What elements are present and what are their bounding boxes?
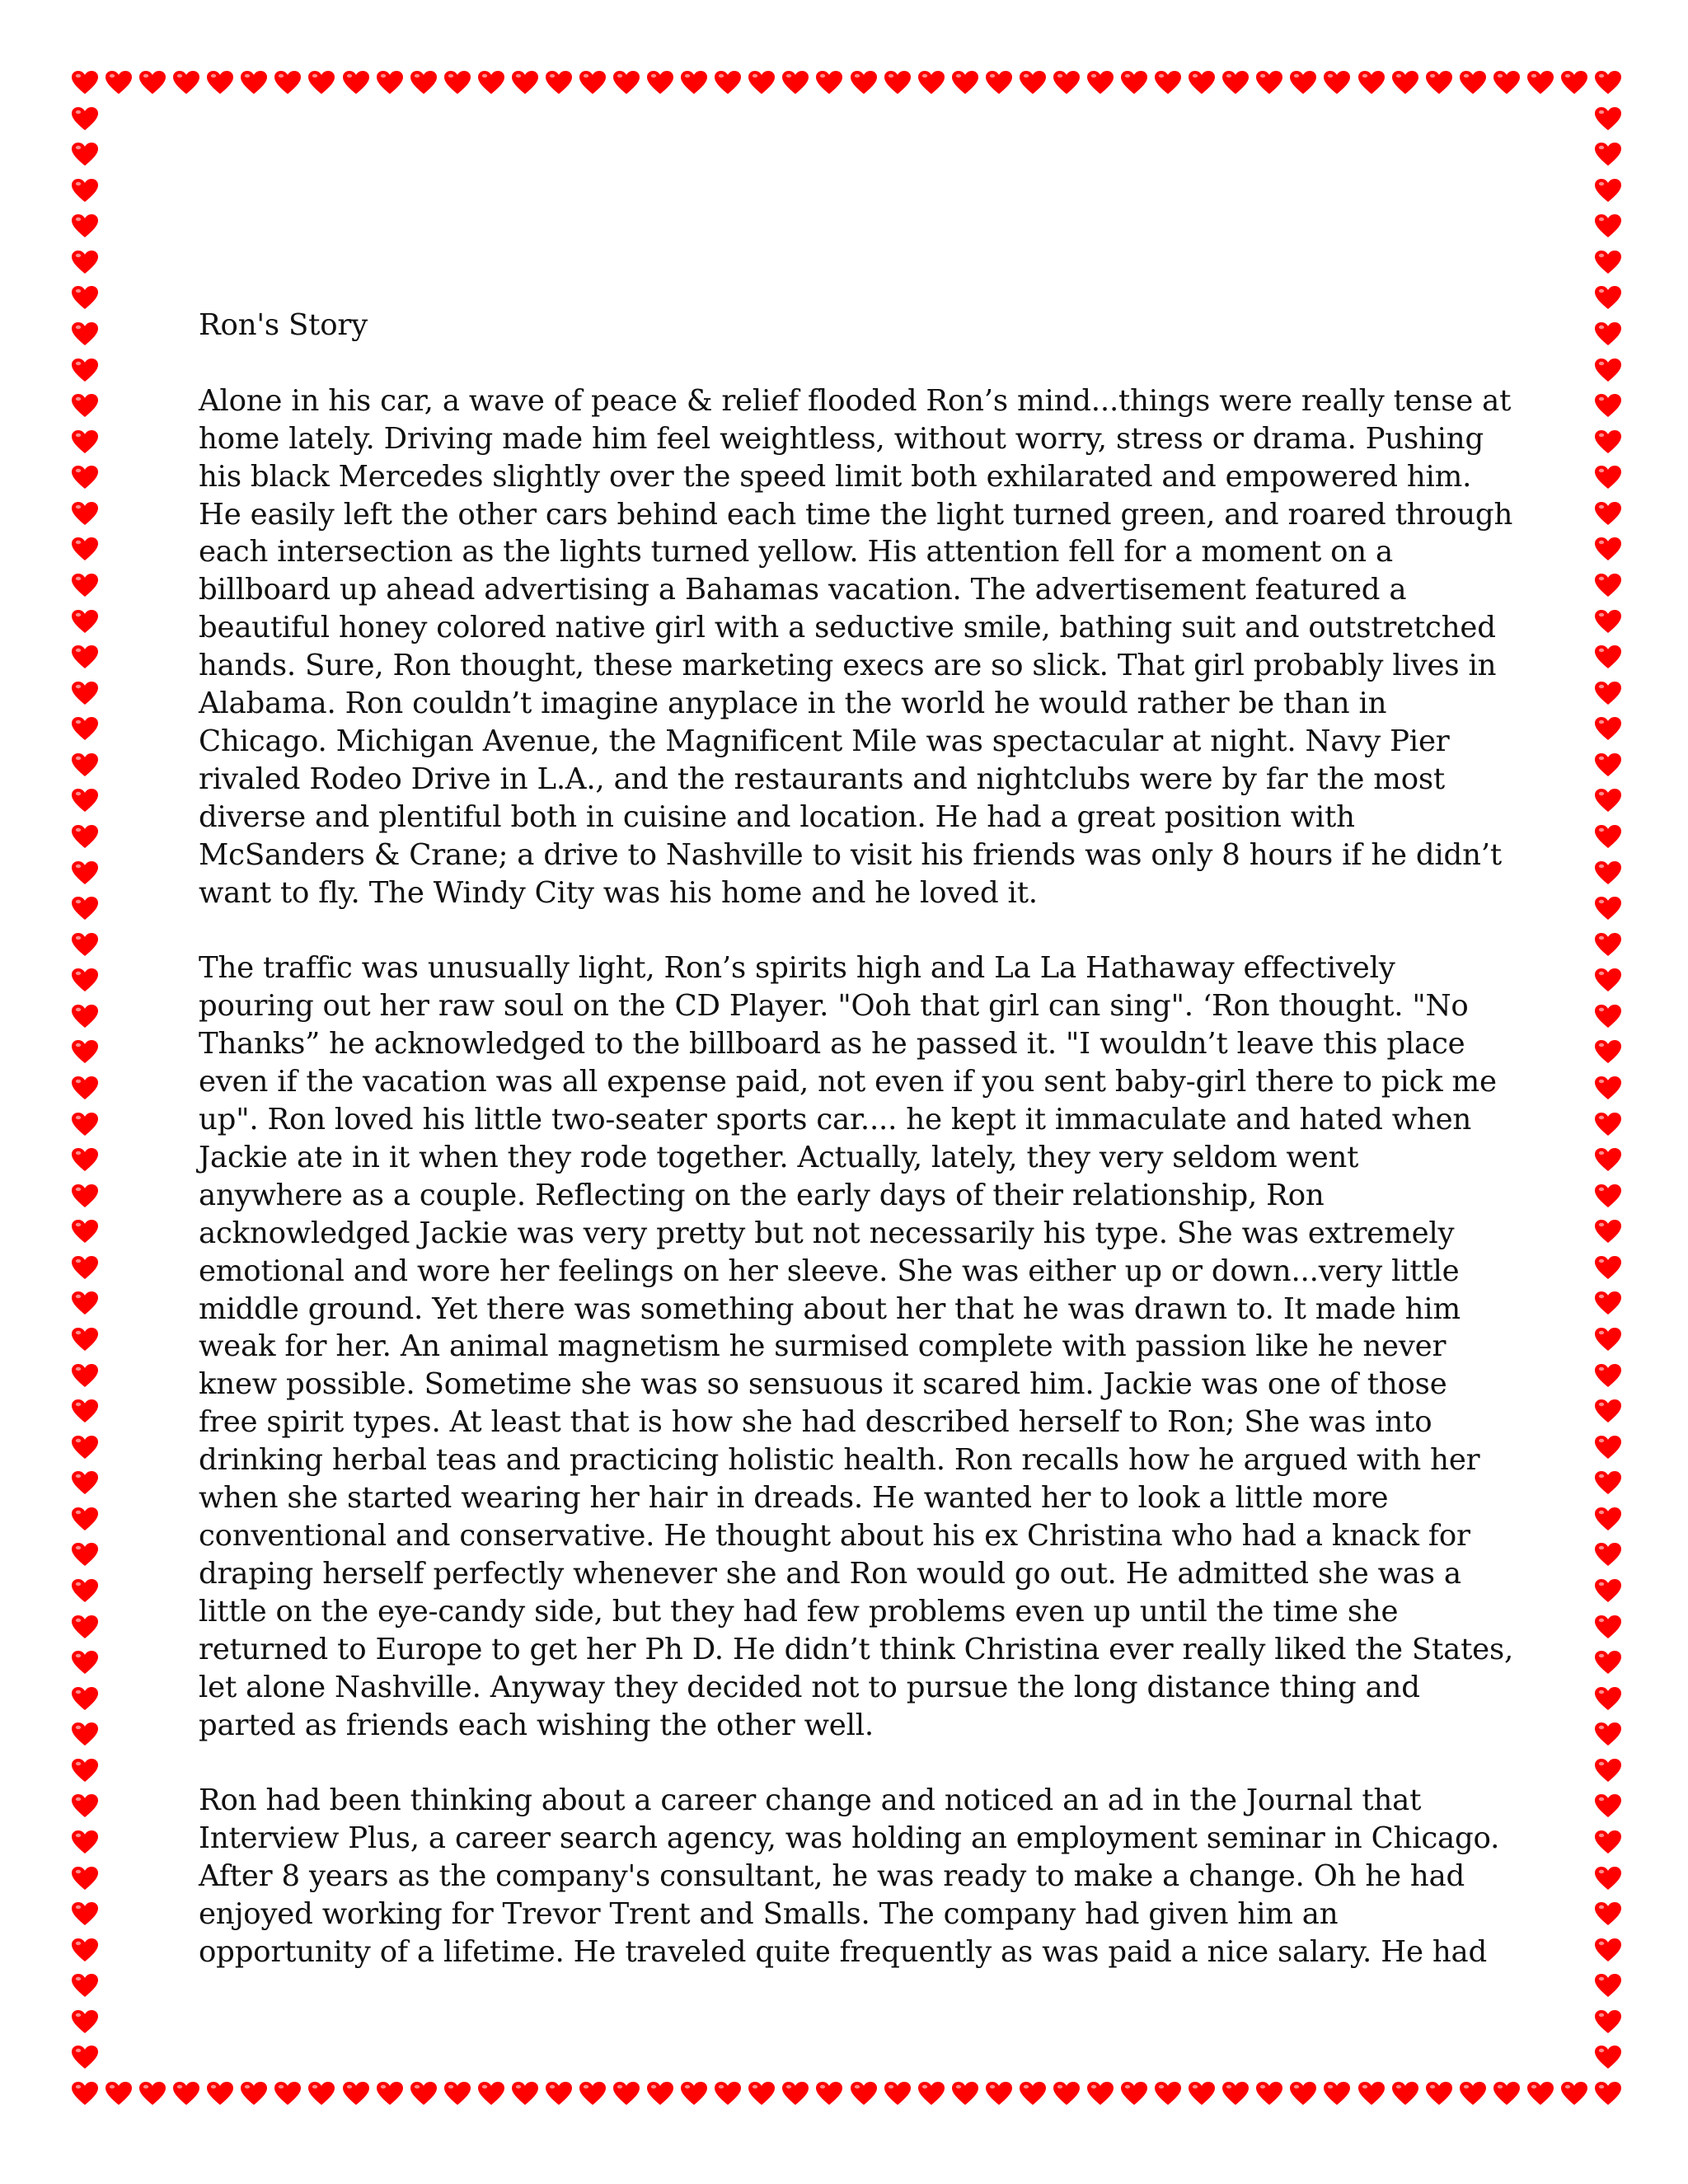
heart-icon: [1594, 142, 1622, 166]
heart-icon: [105, 2081, 133, 2106]
heart-icon: [71, 609, 99, 634]
heart-icon: [71, 358, 99, 382]
text-line: enjoyed working for Trevor Trent and Smalls. The company had given him an: [199, 1897, 1339, 1932]
heart-icon: [1594, 285, 1622, 310]
heart-icon: [443, 70, 471, 95]
heart-icon: [1594, 1470, 1622, 1495]
story-title: Ron's Story: [199, 308, 368, 342]
heart-icon: [71, 1435, 99, 1460]
text-line: conventional and conservative. He thought about his ex Christina who had a knack for: [199, 1518, 1470, 1553]
heart-icon: [1594, 1686, 1622, 1711]
heart-icon: [71, 1255, 99, 1280]
text-line: emotional and wore her feelings on her sleeve. She was either up or down...very little: [199, 1254, 1460, 1288]
heart-icon: [1594, 1291, 1622, 1315]
heart-icon: [71, 1327, 99, 1352]
heart-icon: [1594, 2045, 1622, 2069]
text-line: when she started wearing her hair in dreads. He wanted her to look a little more: [199, 1481, 1389, 1516]
heart-icon: [1357, 70, 1386, 95]
heart-icon: [71, 573, 99, 598]
heart-icon: [1391, 2081, 1419, 2106]
heart-icon: [1560, 70, 1588, 95]
heart-icon: [1594, 1722, 1622, 1746]
heart-icon: [71, 501, 99, 526]
text-line: Chicago. Michigan Avenue, the Magnificent Mile was spectacular at night. Navy Pier: [199, 724, 1450, 758]
heart-icon: [1459, 70, 1487, 95]
heart-icon: [71, 142, 99, 166]
heart-icon: [71, 1507, 99, 1531]
heart-icon: [1120, 2081, 1148, 2106]
heart-icon: [71, 1973, 99, 1998]
heart-icon: [71, 1578, 99, 1603]
heart-icon: [172, 2081, 200, 2106]
text-line: Alabama. Ron couldn’t imagine anyplace in the world he would rather be than in: [199, 687, 1387, 721]
text-line: Interview Plus, a career search agency, was holding an employment seminar in Chicago.: [199, 1821, 1500, 1856]
heart-icon: [274, 2081, 302, 2106]
heart-icon: [1594, 178, 1622, 203]
heart-icon: [1594, 573, 1622, 598]
heart-icon: [714, 70, 742, 95]
heart-icon: [71, 1866, 99, 1891]
text-line: knew possible. Sometime she was so sensuous it scared him. Jackie was one of those: [199, 1367, 1447, 1402]
heart-icon: [71, 2045, 99, 2069]
text-line: home lately. Driving made him feel weightless, without worry, stress or drama. Pushing: [199, 421, 1484, 456]
heart-icon: [307, 2081, 335, 2106]
heart-icon: [71, 1650, 99, 1675]
heart-icon: [1019, 2081, 1047, 2106]
heart-icon: [1154, 2081, 1182, 2106]
heart-icon: [1594, 1650, 1622, 1675]
heart-icon: [71, 644, 99, 669]
text-line: anywhere as a couple. Reflecting on the early days of their relationship, Ron: [199, 1178, 1325, 1212]
heart-icon: [1594, 644, 1622, 669]
heart-icon: [646, 70, 674, 95]
heart-icon: [1594, 1183, 1622, 1208]
heart-icon: [1594, 250, 1622, 274]
heart-icon: [545, 2081, 573, 2106]
heart-icon: [71, 465, 99, 490]
heart-icon: [884, 70, 912, 95]
heart-icon: [71, 1219, 99, 1244]
heart-icon: [680, 70, 708, 95]
text-line: parted as friends each wishing the other well.: [199, 1708, 874, 1742]
heart-icon: [1289, 70, 1317, 95]
heart-icon: [850, 70, 878, 95]
heart-icon: [1221, 2081, 1250, 2106]
heart-icon: [985, 70, 1013, 95]
heart-icon: [376, 2081, 404, 2106]
heart-icon: [815, 70, 843, 95]
document-body: [199, 307, 1517, 2009]
heart-icon: [1493, 70, 1521, 95]
heart-icon: [71, 896, 99, 921]
heart-icon: [1594, 393, 1622, 418]
heart-icon: [1594, 896, 1622, 921]
heart-icon: [1594, 106, 1622, 131]
heart-icon: [1459, 2081, 1487, 2106]
heart-icon: [1323, 2081, 1351, 2106]
heart-icon: [410, 70, 438, 95]
heart-icon: [71, 1758, 99, 1783]
heart-icon: [71, 1615, 99, 1639]
heart-icon: [71, 1004, 99, 1029]
heart-icon: [1594, 501, 1622, 526]
heart-icon: [1594, 1255, 1622, 1280]
heart-icon: [71, 788, 99, 813]
text-line: Alone in his car, a wave of peace & relief flooded Ron’s mind...things were really tense at: [199, 383, 1512, 418]
heart-icon: [646, 2081, 674, 2106]
heart-icon: [917, 70, 945, 95]
heart-icon: [1594, 1938, 1622, 1962]
heart-icon: [71, 860, 99, 885]
heart-icon: [1594, 932, 1622, 957]
heart-icon: [206, 2081, 234, 2106]
heart-icon: [579, 2081, 607, 2106]
heart-icon: [1594, 1758, 1622, 1783]
text-line: opportunity of a lifetime. He traveled quite frequently as was paid a nice salary. He had: [199, 1934, 1488, 1969]
text-line: Ron had been thinking about a career change and noticed an ad in the Journal that: [199, 1783, 1422, 1818]
heart-icon: [71, 1542, 99, 1567]
heart-icon: [1188, 70, 1216, 95]
heart-icon: [917, 2081, 945, 2106]
text-line: draping herself perfectly whenever she and Ron would go out. He admitted she was a: [199, 1556, 1461, 1591]
heart-icon: [71, 1901, 99, 1926]
heart-icon: [1594, 1039, 1622, 1064]
heart-icon: [884, 2081, 912, 2106]
heart-icon: [71, 106, 99, 131]
heart-icon: [1594, 1327, 1622, 1352]
heart-icon: [71, 1938, 99, 1962]
heart-icon: [1526, 70, 1554, 95]
text-line: little on the eye-candy side, but they had few problems even up until the time she: [199, 1594, 1399, 1629]
text-line: free spirit types. At least that is how she had described herself to Ron; She was into: [199, 1405, 1432, 1440]
heart-icon: [71, 1039, 99, 1064]
heart-icon: [781, 2081, 809, 2106]
heart-icon: [985, 2081, 1013, 2106]
text-line: even if the vacation was all expense paid, not even if you sent baby-girl there to pick me: [199, 1065, 1497, 1099]
heart-icon: [477, 2081, 505, 2106]
heart-icon: [1391, 70, 1419, 95]
heart-icon: [1086, 70, 1114, 95]
heart-icon: [71, 1686, 99, 1711]
heart-icon: [307, 70, 335, 95]
heart-icon: [1594, 358, 1622, 382]
heart-icon: [71, 2009, 99, 2034]
text-line: Jackie ate in it when they rode together. Actually, lately, they very seldom went: [199, 1140, 1359, 1174]
heart-icon: [71, 968, 99, 992]
heart-icon: [71, 1399, 99, 1423]
text-line: weak for her. An animal magnetism he surmised complete with passion like he never: [199, 1329, 1447, 1364]
heart-icon: [1594, 1542, 1622, 1567]
heart-icon: [1594, 1901, 1622, 1926]
heart-icon: [1221, 70, 1250, 95]
heart-icon: [680, 2081, 708, 2106]
heart-icon: [1594, 1147, 1622, 1172]
text-line: rivaled Rodeo Drive in L.A., and the restaurants and nightclubs were by far the most: [199, 762, 1445, 796]
heart-icon: [612, 2081, 640, 2106]
text-line: beautiful honey colored native girl with a seductive smile, bathing suit and outstretched: [199, 611, 1496, 645]
heart-icon: [1086, 2081, 1114, 2106]
heart-icon: [1594, 465, 1622, 490]
heart-icon: [1188, 2081, 1216, 2106]
heart-icon: [1594, 1615, 1622, 1639]
text-line: each intersection as the lights turned yellow. His attention fell for a moment on a: [199, 535, 1394, 569]
heart-icon: [1594, 1866, 1622, 1891]
heart-icon: [1594, 1830, 1622, 1854]
heart-icon: [410, 2081, 438, 2106]
heart-icon: [71, 1147, 99, 1172]
heart-icon: [71, 932, 99, 957]
heart-icon: [71, 716, 99, 741]
heart-icon: [172, 70, 200, 95]
heart-icon: [511, 70, 539, 95]
heart-icon: [1594, 1793, 1622, 1818]
heart-icon: [1323, 70, 1351, 95]
heart-icon: [71, 2081, 99, 2106]
heart-icon: [1493, 2081, 1521, 2106]
heart-icon: [105, 70, 133, 95]
heart-icon: [1594, 752, 1622, 777]
heart-icon: [240, 2081, 268, 2106]
heart-icon: [1594, 1219, 1622, 1244]
heart-icon: [71, 250, 99, 274]
heart-icon: [1594, 609, 1622, 634]
heart-icon: [1594, 70, 1622, 95]
heart-icon: [1053, 2081, 1081, 2106]
heart-icon: [274, 70, 302, 95]
heart-icon: [612, 70, 640, 95]
heart-icon: [71, 1183, 99, 1208]
heart-icon: [71, 752, 99, 777]
heart-icon: [545, 70, 573, 95]
paragraph-3: [199, 1782, 1517, 1971]
text-line: He easily left the other cars behind each time the light turned green, and roared through: [199, 497, 1513, 532]
heart-icon: [138, 2081, 166, 2106]
heart-icon: [71, 1793, 99, 1818]
heart-icon: [511, 2081, 539, 2106]
heart-icon: [1594, 537, 1622, 561]
heart-icon: [815, 2081, 843, 2106]
heart-icon: [71, 393, 99, 418]
text-line: billboard up ahead advertising a Bahamas vacation. The advertisement featured a: [199, 573, 1407, 607]
heart-icon: [71, 70, 99, 95]
heart-icon: [1425, 70, 1453, 95]
heart-icon: [1594, 1112, 1622, 1137]
heart-icon: [1425, 2081, 1453, 2106]
heart-icon: [1594, 1435, 1622, 1460]
heart-icon: [1289, 2081, 1317, 2106]
heart-icon: [71, 824, 99, 849]
heart-icon: [1594, 213, 1622, 238]
heart-icon: [1594, 2009, 1622, 2034]
heart-icon: [1594, 788, 1622, 813]
heart-icon: [1594, 1363, 1622, 1388]
heart-icon: [240, 70, 268, 95]
heart-icon: [1594, 716, 1622, 741]
heart-icon: [748, 2081, 776, 2106]
heart-icon: [1594, 429, 1622, 454]
heart-icon: [71, 1722, 99, 1746]
paragraph-2: [199, 949, 1517, 1744]
text-line: Thanks” he acknowledged to the billboard as he passed it. "I wouldn’t leave this place: [199, 1027, 1465, 1062]
heart-icon: [1594, 860, 1622, 885]
heart-icon: [748, 70, 776, 95]
heart-icon: [1594, 681, 1622, 705]
heart-icon: [1526, 2081, 1554, 2106]
heart-icon: [71, 1470, 99, 1495]
heart-icon: [71, 178, 99, 203]
heart-icon: [71, 213, 99, 238]
heart-icon: [1255, 70, 1283, 95]
heart-icon: [1154, 70, 1182, 95]
heart-icon: [781, 70, 809, 95]
heart-icon: [342, 2081, 370, 2106]
heart-icon: [71, 1112, 99, 1137]
heart-icon: [206, 70, 234, 95]
heart-icon: [376, 70, 404, 95]
text-line: drinking herbal teas and practicing holistic health. Ron recalls how he argued with her: [199, 1443, 1480, 1478]
heart-icon: [71, 537, 99, 561]
text-line: After 8 years as the company's consultant, he was ready to make a change. Oh he had: [199, 1859, 1465, 1894]
heart-icon: [71, 1076, 99, 1100]
heart-icon: [1594, 1399, 1622, 1423]
heart-icon: [71, 321, 99, 346]
heart-icon: [1255, 2081, 1283, 2106]
heart-icon: [951, 2081, 979, 2106]
heart-icon: [1053, 70, 1081, 95]
text-line: hands. Sure, Ron thought, these marketing execs are so slick. That girl probably lives in: [199, 649, 1497, 683]
heart-icon: [1019, 70, 1047, 95]
heart-icon: [1560, 2081, 1588, 2106]
text-line: returned to Europe to get her Ph D. He didn’t think Christina ever really liked the States,: [199, 1632, 1514, 1666]
heart-icon: [71, 429, 99, 454]
heart-icon: [477, 70, 505, 95]
heart-icon: [1594, 2081, 1622, 2106]
heart-icon: [1594, 1076, 1622, 1100]
text-line: let alone Nashville. Anyway they decided not to pursue the long distance thing and: [199, 1670, 1420, 1704]
heart-icon: [850, 2081, 878, 2106]
heart-icon: [71, 681, 99, 705]
heart-icon: [1594, 321, 1622, 346]
heart-icon: [71, 1291, 99, 1315]
heart-icon: [714, 2081, 742, 2106]
heart-icon: [579, 70, 607, 95]
heart-icon: [342, 70, 370, 95]
heart-icon: [1594, 824, 1622, 849]
heart-icon: [1594, 1507, 1622, 1531]
heart-icon: [1594, 1004, 1622, 1029]
text-line: up". Ron loved his little two-seater sports car.... he kept it immaculate and hated when: [199, 1103, 1472, 1137]
heart-icon: [951, 70, 979, 95]
heart-icon: [1594, 968, 1622, 992]
heart-icon: [1357, 2081, 1386, 2106]
heart-icon: [1594, 1973, 1622, 1998]
heart-icon: [443, 2081, 471, 2106]
text-line: McSanders & Crane; a drive to Nashville to visit his friends was only 8 hours if he didn’t: [199, 837, 1502, 872]
heart-icon: [71, 1830, 99, 1854]
heart-icon: [1594, 1578, 1622, 1603]
text-line: middle ground. Yet there was something about her that he was drawn to. It made him: [199, 1291, 1461, 1326]
heart-icon: [1120, 70, 1148, 95]
text-line: acknowledged Jackie was very pretty but not necessarily his type. She was extremely: [199, 1216, 1455, 1250]
text-line: want to fly. The Windy City was his home and he loved it.: [199, 875, 1038, 910]
text-line: his black Mercedes slightly over the speed limit both exhilarated and empowered him.: [199, 459, 1472, 494]
heart-icon: [71, 1363, 99, 1388]
text-line: diverse and plentiful both in cuisine and location. He had a great position with: [199, 799, 1355, 834]
text-line: The traffic was unusually light, Ron’s spirits high and La La Hathaway effectively: [199, 951, 1395, 986]
heart-icon: [71, 285, 99, 310]
heart-icon: [138, 70, 166, 95]
paragraph-1: [199, 382, 1517, 912]
text-line: pouring out her raw soul on the CD Player. "Ooh that girl can sing". ‘Ron thought. "No: [199, 989, 1469, 1024]
